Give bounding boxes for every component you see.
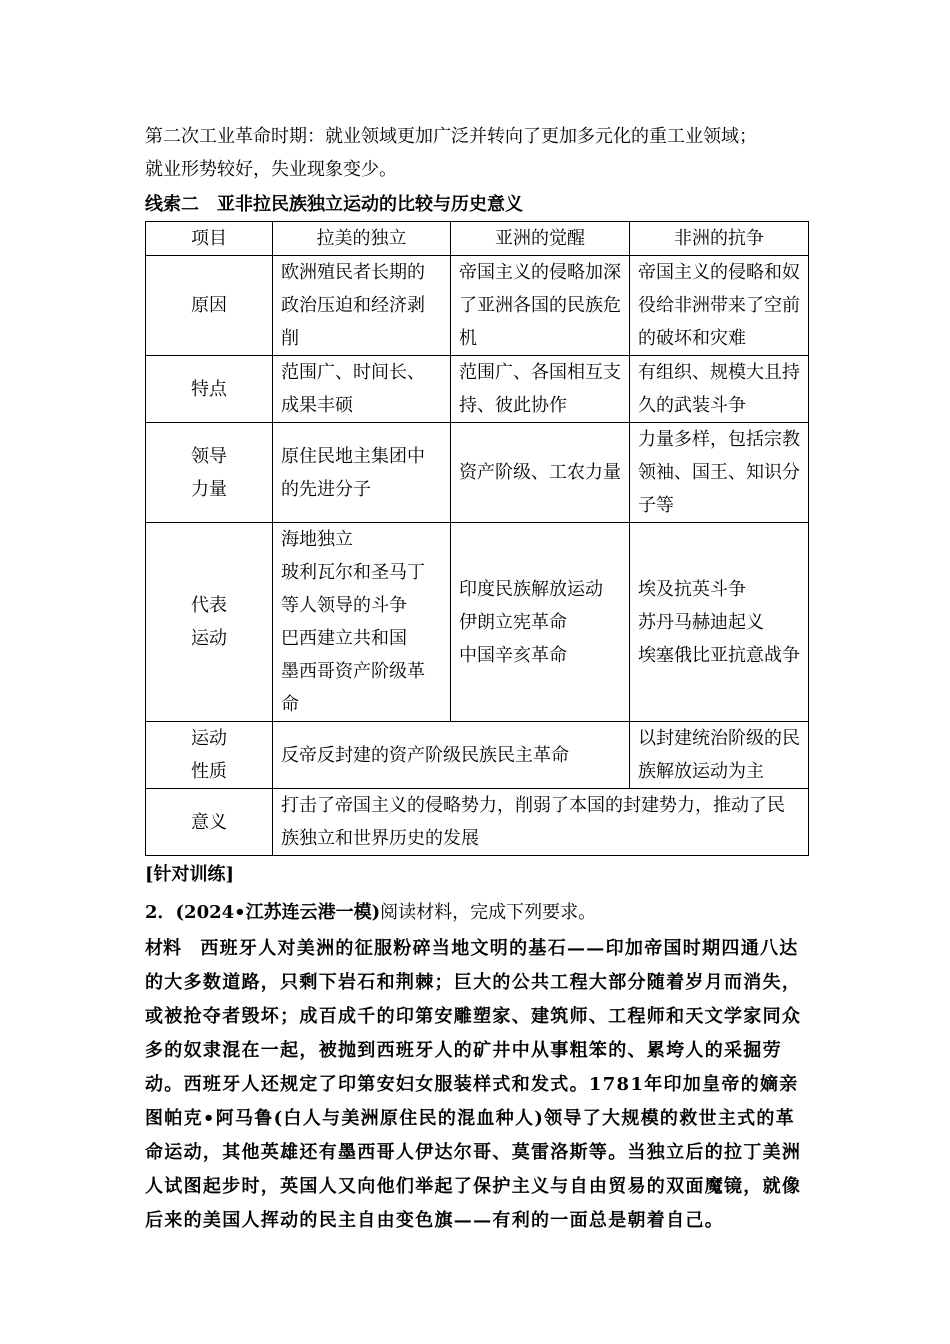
page-content <box>145 120 810 1238</box>
list-item: 伊朗立宪革命 <box>459 611 567 633</box>
cell-nature-africa: 以封建统治阶级的民族解放运动为主 <box>630 722 809 789</box>
header-asia: 亚洲的觉醒 <box>451 222 630 256</box>
header-africa: 非洲的抗争 <box>630 222 809 256</box>
question-source: (2024•江苏连云港一模) <box>175 902 381 923</box>
cell-feature-asia: 范围广、各国相互支持、彼此协作 <box>451 356 630 423</box>
list-item: 海地独立 <box>281 529 353 550</box>
cell-feature-latin: 范围广、时间长、成果丰硕 <box>273 356 451 423</box>
header-item: 项目 <box>146 222 273 256</box>
list-item: 墨西哥资产阶级革命 <box>281 661 425 715</box>
comparison-table <box>145 221 809 856</box>
cell-movement-africa <box>630 523 809 722</box>
row-label-nature <box>146 722 273 789</box>
table-row-cause <box>146 256 809 356</box>
row-label-leader-2: 力量 <box>191 478 227 500</box>
list-item: 埃塞俄比亚抗意战争 <box>638 644 800 666</box>
table-header-row <box>146 222 809 256</box>
table-row-significance <box>146 789 809 856</box>
cell-feature-africa: 有组织、规模大且持久的武装斗争 <box>630 356 809 423</box>
list-item: 玻利瓦尔和圣马丁等人领导的斗争 <box>281 562 425 616</box>
question-line <box>145 894 810 932</box>
table-row-feature <box>146 356 809 423</box>
table-row-nature <box>146 722 809 789</box>
table-row-movement <box>146 523 809 722</box>
list-item: 埃及抗英斗争 <box>638 578 746 600</box>
cell-nature-latin-asia: 反帝反封建的资产阶级民族民主革命 <box>273 722 630 789</box>
row-label-cause: 原因 <box>146 256 273 356</box>
cell-leader-asia: 资产阶级、工农力量 <box>451 423 630 523</box>
header-latin-america: 拉美的独立 <box>273 222 451 256</box>
row-label-leader-1: 领导 <box>191 445 227 467</box>
cell-cause-latin: 欧洲殖民者长期的政治压迫和经济剥削 <box>273 256 451 356</box>
cell-movement-asia <box>451 523 630 722</box>
cell-significance: 打击了帝国主义的侵略势力，削弱了本国的封建势力，推动了民族独立和世界历史的发展 <box>273 789 809 856</box>
list-item: 中国辛亥革命 <box>459 644 567 666</box>
row-label-leader <box>146 423 273 523</box>
list-item: 苏丹马赫迪起义 <box>638 611 764 633</box>
material-label: 材料 <box>145 938 181 959</box>
row-label-movement-1: 代表 <box>191 595 227 616</box>
row-label-feature: 特点 <box>146 356 273 423</box>
list-item: 巴西建立共和国 <box>281 628 407 649</box>
cell-movement-latin <box>273 523 451 722</box>
row-label-significance: 意义 <box>146 789 273 856</box>
cell-leader-latin: 原住民地主集团中的先进分子 <box>273 423 451 523</box>
material-paragraph <box>145 932 810 1238</box>
cell-leader-africa: 力量多样，包括宗教领袖、国王、知识分子等 <box>630 423 809 523</box>
cell-cause-africa: 帝国主义的侵略和奴役给非洲带来了空前的破坏和灾难 <box>630 256 809 356</box>
material-text: 西班牙人对美洲的征服粉碎当地文明的基石——印加帝国时期四通八达的大多数道路，只剩下岩石和荆棘；巨大的公共工程大部分随着岁月而消失，或被抢夺者毁坏；成百成千的印第安雕塑家、建筑师、工程师和天文学家同众多的奴隶混在一起，被抛到西班牙人的矿井中从事粗笨的、累垮人的采掘劳动。西班牙人还规定了印第安妇女服装样式和发式。1781年印加皇帝的嫡亲图帕克•阿马鲁(白人与美洲原住民的混血种人)领导了大规模的救世主式的革命运动，其他英雄还有墨西哥人伊达尔哥、莫雷洛斯等。当独立后的拉丁美洲人试图起步时，英国人又向他们举起了保护主义与自由贸易的双面魔镜，就像后来的美国人挥动的民主自由变色旗——有利的一面总是朝着自己。 <box>145 938 802 1231</box>
training-label: [针对训练] <box>145 864 235 885</box>
cell-cause-asia: 帝国主义的侵略加深了亚洲各国的民族危机 <box>451 256 630 356</box>
row-label-movement-2: 运动 <box>191 628 227 649</box>
section-title: 线索二 亚非拉民族独立运动的比较与历史意义 <box>145 194 523 215</box>
row-label-movement <box>146 523 273 722</box>
question-number: 2． <box>145 902 176 923</box>
intro-line-1: 第二次工业革命时期：就业领域更加广泛并转向了更加多元化的重工业领域； <box>145 126 757 147</box>
list-item: 印度民族解放运动 <box>459 578 603 600</box>
row-label-nature-2: 性质 <box>191 761 227 782</box>
row-label-nature-1: 运动 <box>191 728 227 749</box>
question-prompt: 阅读材料，完成下列要求。 <box>380 902 597 923</box>
intro-line-2: 就业形势较好，失业现象变少。 <box>145 159 397 180</box>
table-row-leader <box>146 423 809 523</box>
